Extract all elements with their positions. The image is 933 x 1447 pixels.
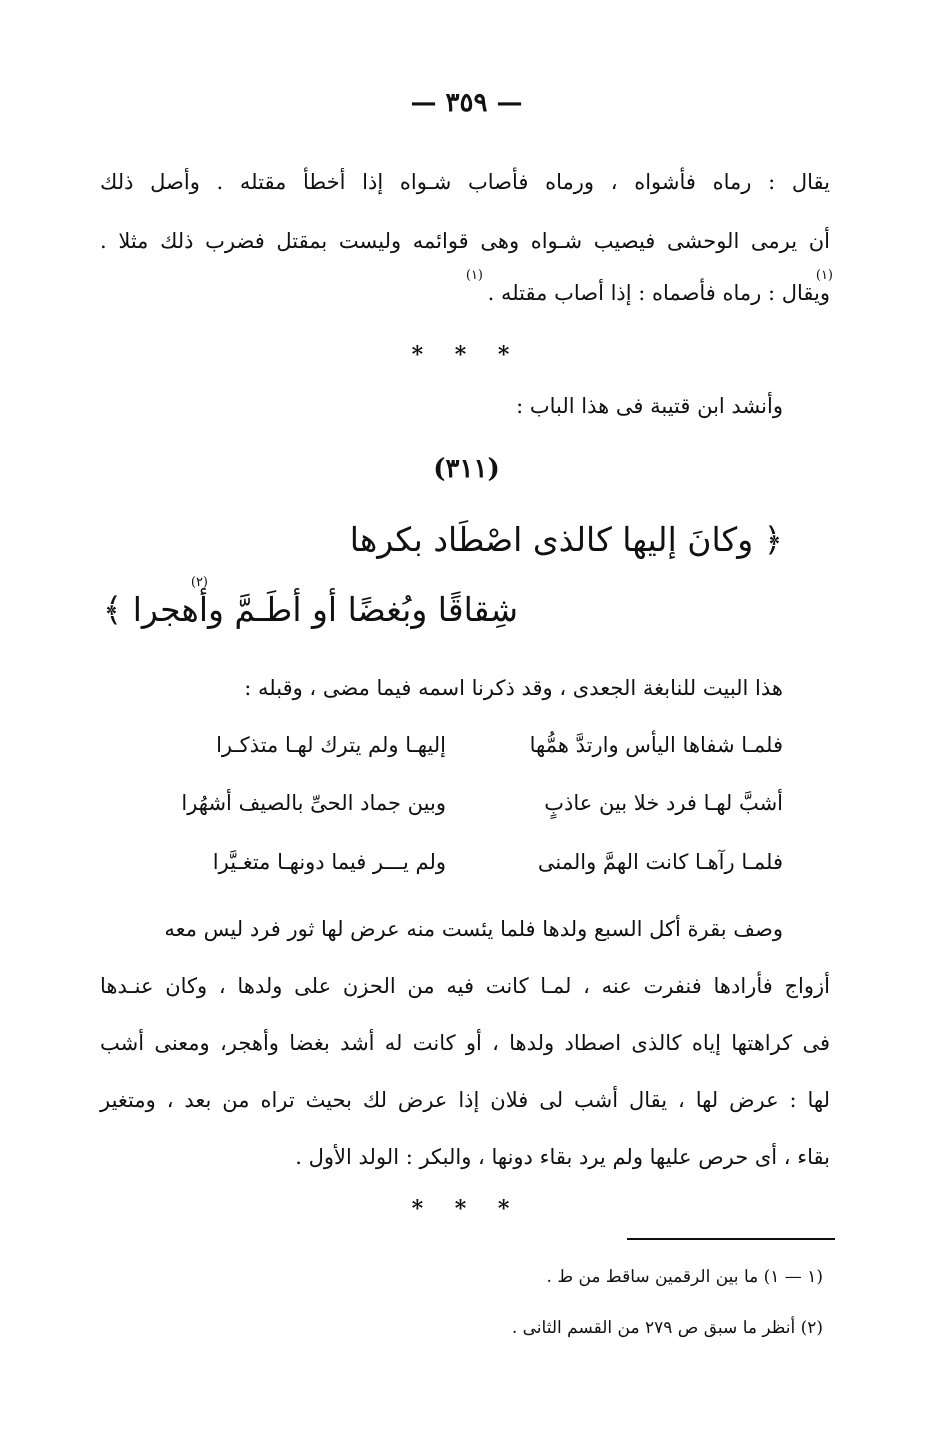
couplet-2-left: وبين جماد الحىِّ بالصيف أشهُرا (181, 791, 446, 815)
footnote-marker-start: (١) (815, 268, 833, 283)
couplet-1-left: إليهـا ولم يترك لهـا متذكـرا (216, 733, 446, 757)
para2-line-4: لها : عرض لها ، يقال أشب لى فلان إذا عرض لك بحيث تراه من بعد ، ومتغير (100, 1088, 830, 1112)
para1-line-1: يقال : رماه فأشواه ، ورماه فأصاب شـواه إذا أخطأ مقتله . وأصل ذلك (100, 170, 830, 194)
poem-number: (٣١١) (433, 454, 500, 484)
intro-line: وأنشد ابن قتيبة فى هذا الباب : (516, 394, 783, 418)
couplet-1-right: فلمـا شفاها اليأس وارتدَّ همُّها (529, 733, 783, 757)
footnote-marker-end: (١) (465, 268, 483, 283)
para2-line-1: وصف بقرة أكل السبع ولدها فلما يئست منه عرض لها ثور فرد ليس معه (164, 917, 783, 941)
couplet-2-right: أشبَّ لهـا فرد خلا بين عاذبٍ (544, 791, 783, 815)
couplet-3-left: ولم يـــر فيما دونهـا متغـيَّرا (212, 850, 446, 874)
footnote-1: (١ — ١) ما بين الرقمين ساقط من ط . (546, 1267, 823, 1287)
couplet-3-right: فلمـا رآهـا كانت الهمَّ والمنى (537, 850, 783, 874)
footnote-rule (627, 1238, 835, 1240)
verse-line-2: شِقاقًا وبُغضًا أو أطَـمَّ وأهجرا ﴾ (102, 590, 518, 629)
para1-line-3 (100, 281, 830, 305)
commentary-intro: هذا البيت للنابغة الجعدى ، وقد ذكرنا اسمه فيما مضى ، وقبله : (244, 676, 783, 700)
para2-line-3: فى كراهتها إياه كالذى اصطاد ولدها ، أو كانت له أشد بغضا وأهجر، ومعنى أشب (100, 1031, 830, 1055)
section-separator-2: * * * (411, 1196, 522, 1222)
footnote-marker-two: (٢) (190, 575, 208, 590)
para1-line-3-text: ويقال : رماه فأصماه : إذا أصاب مقتله . (487, 281, 830, 305)
footnote-2: (٢) أنظر ما سبق ص ٢٧٩ من القسم الثانى . (511, 1318, 823, 1338)
verse-line-1: ﴿ وكانَ إليها كالذى اصْطَاد بكرها (349, 520, 783, 559)
page-number: — ٣٥٩ — (410, 88, 523, 118)
para2-line-5: بقاء ، أى حرص عليها ولم يرد بقاء دونها ، والبكر : الولد الأول . (295, 1145, 830, 1169)
para2-line-2: أزواج فأرادها فنفرت عنه ، لمـا كانت فيه من الحزن على ولدها ، وكان عنـدها (100, 974, 830, 998)
section-separator: * * * (411, 342, 522, 368)
para1-line-2: أن يرمى الوحشى فيصيب شـواه وهى قوائمه وليست بمقتل فضرب ذلك مثلا . (100, 229, 830, 253)
